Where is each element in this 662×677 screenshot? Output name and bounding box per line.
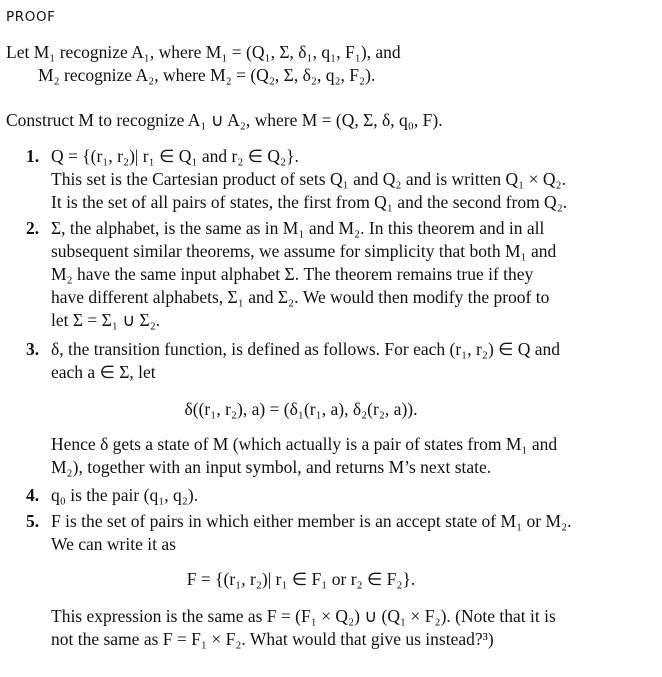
item-5-number: 5. <box>26 511 40 531</box>
item-1-line-1: Q = {(r₁, r₂)| r₁ ∈ Q₁ and r₂ ∈ Q₂}. <box>51 146 299 166</box>
item-3-equation: δ((r₁, r₂), a) = (δ₁(r₁, a), δ₂(r₂, a)). <box>184 399 418 419</box>
item-5-after-line-1: This expression is the same as F = (F₁ × Q₂) ∪ (Q₁ × F₂). (Note that it is <box>51 606 556 626</box>
item-1-number: 1. <box>26 146 40 166</box>
intro-line-1: Let M₁ recognize A₁, where M₁ = (Q₁, Σ, δ₁, q₁, F₁), and <box>6 42 401 62</box>
item-1-line-3: It is the set of all pairs of states, the first from Q₁ and the second from Q₂. <box>51 192 568 212</box>
item-3-number: 3. <box>26 339 40 359</box>
item-2-line-2: subsequent similar theorems, we assume for simplicity that both M₁ and <box>51 241 557 261</box>
proof-heading: PROOF <box>6 9 56 25</box>
item-5-after-line-2: not the same as F = F₁ × F₂. What would that give us instead?³) <box>51 629 494 649</box>
item-3-after-line-2: M₂), together with an input symbol, and returns M’s next state. <box>51 457 492 477</box>
item-1-line-2: This set is the Cartesian product of sets Q₁ and Q₂ and is written Q₁ × Q₂. <box>51 169 566 189</box>
construct-line: Construct M to recognize A₁ ∪ A₂, where M = (Q, Σ, δ, q₀, F). <box>6 110 443 130</box>
item-3-line-1: δ, the transition function, is defined as follows. For each (r₁, r₂) ∈ Q and <box>51 339 561 359</box>
item-4-line-1: q₀ is the pair (q₁, q₂). <box>51 485 199 505</box>
item-5-line-2: We can write it as <box>51 534 176 554</box>
item-2-line-4: have different alphabets, Σ₁ and Σ₂. We would then modify the proof to <box>51 287 550 307</box>
item-3-line-2: each a ∈ Σ, let <box>51 362 156 382</box>
item-5-line-1: F is the set of pairs in which either member is an accept state of M₁ or M₂. <box>51 511 572 531</box>
item-2-line-3: M₂ have the same input alphabet Σ. The theorem remains true if they <box>51 264 534 284</box>
item-2-line-1: Σ, the alphabet, is the same as in M₁ and M₂. In this theorem and in all <box>51 218 545 238</box>
item-2-line-5: let Σ = Σ₁ ∪ Σ₂. <box>51 310 161 330</box>
intro-line-2: M₂ recognize A₂, where M₂ = (Q₂, Σ, δ₂, q₂, F₂). <box>38 65 376 85</box>
item-2-number: 2. <box>26 218 40 238</box>
item-4-number: 4. <box>26 485 40 505</box>
item-3-after-line-1: Hence δ gets a state of M (which actually is a pair of states from M₁ and <box>51 434 558 454</box>
item-5-equation: F = {(r₁, r₂)| r₁ ∈ F₁ or r₂ ∈ F₂}. <box>186 569 416 589</box>
